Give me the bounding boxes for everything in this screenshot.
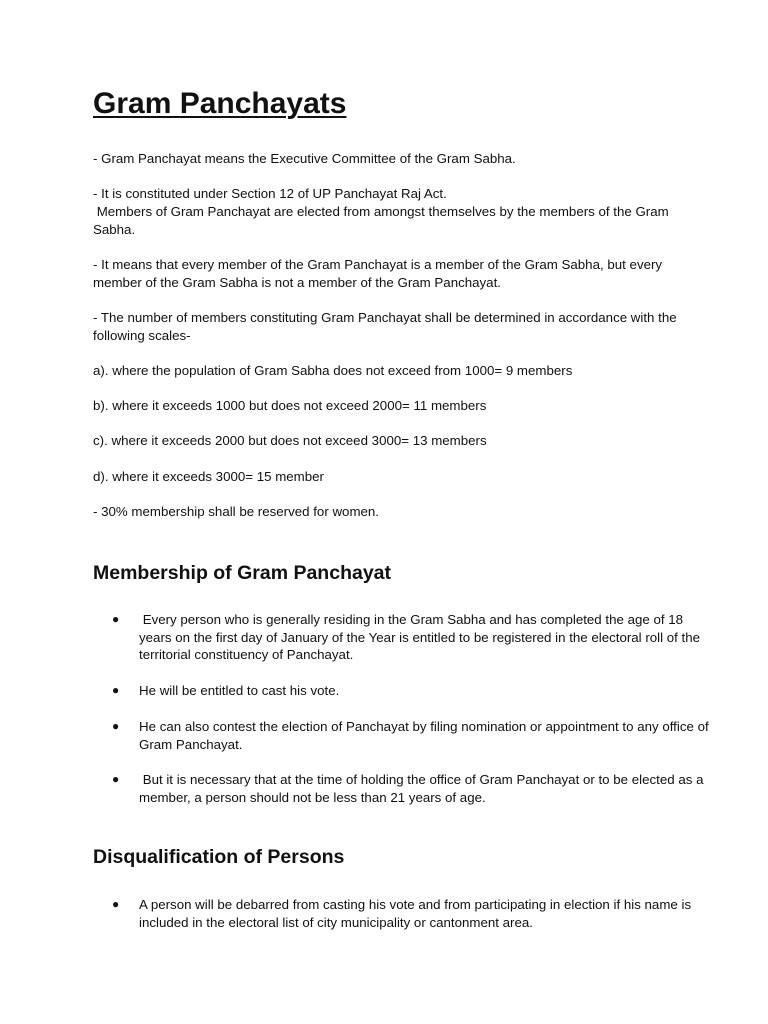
paragraph-definition: - Gram Panchayat means the Executive Committee of the Gram Sabha. (93, 151, 516, 166)
list-item (112, 611, 709, 664)
section-heading-disqualification: Disqualification of Persons (93, 846, 345, 868)
bullet-icon: ● (112, 719, 120, 733)
scale-item-d: d). where it exceeds 3000= 15 member (93, 469, 324, 484)
section-heading-membership: Membership of Gram Panchayat (93, 562, 392, 584)
paragraph-constitution: - It is constituted under Section 12 of UP Panchayat Raj Act. (93, 186, 447, 201)
list-item (112, 682, 709, 700)
paragraph-election: Members of Gram Panchayat are elected from amongst themselves by the members of the Gram Sabha. (93, 204, 673, 237)
bullet-icon: ● (112, 683, 120, 697)
page-title: Gram Panchayats (93, 87, 347, 120)
scale-item-b: b). where it exceeds 1000 but does not exceed 2000= 11 members (93, 398, 487, 413)
list-item-text: A person will be debarred from casting his vote and from participating in election if his name is included in the electoral list of city municipality or cantonment area. (139, 897, 692, 930)
list-item-text: But it is necessary that at the time of holding the office of Gram Panchayat or to be elected as a member, a person should not be less than 21 years of age. (139, 772, 708, 805)
paragraph-women-reservation: - 30% membership shall be reserved for women. (93, 504, 380, 519)
list-item (112, 896, 709, 931)
bullet-icon: ● (112, 772, 120, 786)
list-item (112, 718, 709, 753)
scale-item-c: c). where it exceeds 2000 but does not exceed 3000= 13 members (93, 433, 487, 448)
paragraph-member-count: - The number of members constituting Gram Panchayat shall be determined in accordance with the following scales- (93, 310, 677, 343)
list-item-text: He will be entitled to cast his vote. (139, 683, 340, 698)
paragraph-membership-relation: - It means that every member of the Gram Panchayat is a member of the Gram Sabha, but every member of the Gram Sabha is not a member of the Gram Panchayat. (93, 257, 663, 290)
bullet-icon: ● (112, 897, 120, 911)
list-item (112, 771, 709, 806)
list-item-text: He can also contest the election of Panchayat by filing nomination or appointment to any office of Gram Panchayat. (139, 719, 709, 752)
bullet-icon: ● (112, 612, 120, 626)
list-item-text: Every person who is generally residing in the Gram Sabha and has completed the age of 18 years on the first day of January of the Year is entitled to be registered in the electoral roll of the territorial constituency of Panchayat. (139, 612, 704, 663)
scale-item-a: a). where the population of Gram Sabha does not exceed from 1000= 9 members (93, 363, 573, 378)
